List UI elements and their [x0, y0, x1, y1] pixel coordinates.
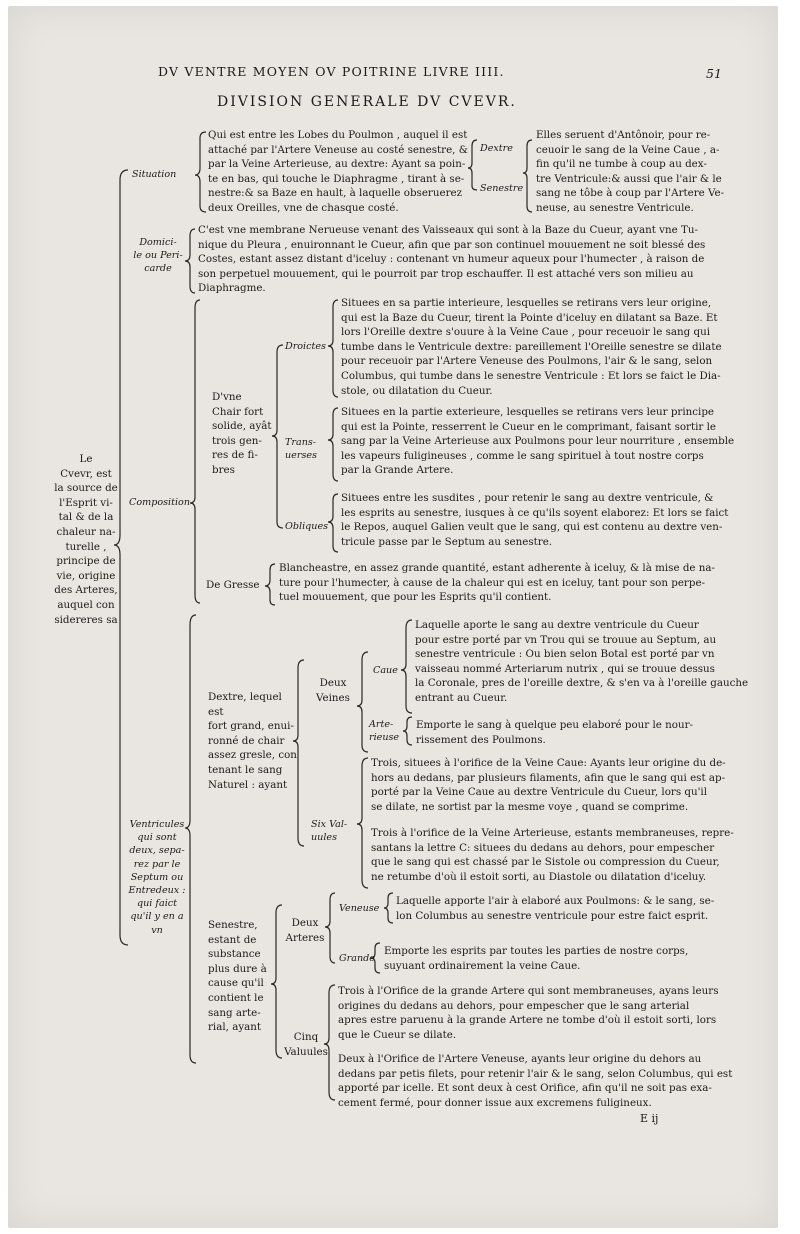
transuerses-label: Trans- uerses [285, 437, 317, 462]
signature-mark: E ij [640, 1112, 659, 1125]
dextre-oreille-label: Dextre [480, 143, 513, 154]
transuerses-text: Situees en la partie exterieure, lesquelles se retirans vers leur principe qui est la Pointe, resserrent le Cueur en le comprimant, faisant sortir le sang par la Veine Arterieuse aux Poulmons pour leur nourriture , ensemble les vapeurs fuligineuses , comme le sang spirituel à tout nostre corps par la Grande Artere. [341, 406, 735, 477]
obliques-label: Obliques [285, 521, 329, 532]
deux-veneuse-text: Deux à l'Orifice de l'Artere Veneuse, ayants leur origine du dehors au dedans par petis filets, pour retenir l'air & le sang, selon Columbus, qui est apporté par icelle. Et sont deux à cest Orifice, afin qu'il ne soit pas exa- cement fermé, pour donner issue aux excremens fuligineux. [338, 1053, 733, 1109]
caue-text: Laquelle aporte le sang au dextre ventricule du Cueur pour estre porté par vn Trou qui se trouue au Septum, au senestre ventricule : Ou bien selon Botal est porté par vn vaisseau nommé Arteriarum nutrix , qui se trouue dessus la Coronale, pres de l'oreille dextre, & s'en va à l'oreille gauche entrant au Cueur. [415, 619, 749, 704]
trois-caue-text: Trois, situees à l'orifice de la Veine Caue: Ayants leur origine du de- hors au dedans, par plusieurs filaments, afin que le sang qui est ap- porté par la Veine Caue au dextre Ventricule du Cueur, lors qu'il se dilate, ne sortist par la mesme voye , quand se comprime. [371, 757, 726, 813]
page-number: 51 [706, 66, 722, 81]
situation-text: Qui est entre les Lobes du Poulmon , auquel il est attaché par l'Artere Veneuse au costé senestre, & par la Veine Arterieuse, au dextre: Ayant sa poin- te en bas, qui touche le Diaphragme , tirant à se- nestre:& sa Baze en hault, à laquelle obseruerez deux Oreilles, vne de chasque costé. [208, 129, 468, 214]
droictes-label: Droictes [285, 341, 326, 352]
arterieuse-label: Arte- rieuse [369, 719, 400, 744]
trois-arterieuse-text: Trois à l'orifice de la Veine Arterieuse, estants membraneuses, repre- santans la lettre C: situees du dedans au dehors, pour empescher que le sang qui est chassé par le Sistole ou compression du Cueur, ne retumbe d'où il estoit sorti, au Diastole ou dilatation d'iceluy. [371, 827, 734, 883]
grande-text: Emporte les esprits par toutes les parties de nostre corps, suyuant ordinairement la veine Caue. [384, 945, 689, 972]
composition-label: Composition [129, 497, 191, 508]
arterieuse-text: Emporte le sang à quelque peu elaboré pour le nour- rissement des Poulmons. [416, 719, 694, 746]
domicile-text: C'est vne membrane Nerueuse venant des Vaisseaux qui sont à la Baze du Cueur, ayant vne Tu- nique du Pleura , enuironnant le Cueur, afin que par son continuel mouuement ne soit blessé des Costes, estant assez distant d'iceluy : contenant vn humeur aqueux pour l'humecter , à raison de son perpetuel mouuement, qui le pourroit par trop eschauffer. Il est attaché vers son milieu au Diaphragme. [198, 224, 706, 295]
root-label: Le Cvevr, est la source de l'Esprit vi- tal & de la chaleur na- turelle , principe de vie, origine des Arteres, auquel con sidereres sa [54, 453, 118, 626]
chair-fibres-label: D'vne Chair fort solide, ayât trois gen- res de fi- bres [212, 391, 272, 476]
veneuse-text: Laquelle apporte l'air à elaboré aux Poulmons: & le sang, se- lon Columbus au senestre ventricule pour estre faict esprit. [396, 895, 715, 922]
deux-veines-label: Deux Veines [316, 677, 350, 704]
division-title: DIVISION GENERALE DV CVEVR. [217, 94, 517, 110]
caue-label: Caue [373, 665, 398, 676]
situation-label: Situation [132, 169, 177, 180]
gresse-label: De Gresse [206, 579, 260, 591]
deux-arteres-label: Deux Arteres [285, 917, 325, 944]
running-title: DV VENTRE MOYEN OV POITRINE LIVRE IIII. [158, 64, 505, 79]
ventricule-dextre-label: Dextre, lequel est fort grand, enui- ronné de chair assez gresle, con tenant le sang Naturel : ayant [208, 691, 297, 791]
ventricule-senestre-label: Senestre, estant de substance plus dure à cause qu'il contient le sang arte- rial, ayant [208, 919, 267, 1034]
trois-grande-text: Trois à l'Orifice de la grande Artere qui sont membraneuses, ayans leurs origines du dedans au dehors, pour empescher que le sang arterial apres estre paruenu à la grande Artere ne tombe d'où il estoit sorti, lors que le Cueur se dilate. [338, 985, 719, 1041]
cinq-valuules-label: Cinq Valuules [284, 1031, 328, 1058]
obliques-text: Situees entre les susdites , pour retenir le sang au dextre ventricule, & les esprits au senestre, iusques à ce qu'ils soyent elaborez: Et lors se faict le Repos, auquel Galien veult que le sang, qui est contenu au dextre ven- tricule passe par le Septum au senestre. [341, 492, 729, 548]
grande-label: Grande [339, 953, 375, 964]
oreilles-text: Elles seruent d'Antônoir, pour re- ceuoir le sang de la Veine Caue , a- fin qu'il ne tumbe à coup au dex- tre Ventricule:& aussi que l'air & le sang ne tôbe à coup par l'Artere Ve- neuse, au senestre Ventricule. [536, 129, 725, 214]
ventricules-label: Ventricules qui sont deux, sepa- rez par le Septum ou Entredeux : qui faict qu'il y en a vn [128, 819, 186, 936]
six-valuules-label: Six Val- uules [311, 819, 348, 844]
domicile-label: Domici- le ou Peri- carde [133, 237, 183, 275]
droictes-text: Situees en sa partie interieure, lesquelles se retirans vers leur origine, qui est la Baze du Cueur, tirent la Pointe d'iceluy en dilatant sa Baze. Et lors l'Oreille dextre s'ouure à la Veine Caue , pour receuoir le sang qui tumbe dans le Ventricule dextre: pareillement l'Oreille senestre se dilate pour receuoir par l'Artere Veneuse des Poulmons, l'air & le sang, selon Columbus, qui tumbe dans le senestre Ventricule : Et lors se faict le Dia- stole, ou dilatation du Cueur. [341, 297, 722, 397]
gresse-text: Blancheastre, en assez grande quantité, estant adherente à iceluy, & là mise de na- ture pour l'humecter, à cause de la chaleur qui est en iceluy, tant pour son perpe- tuel mouuement, que pour les Esprits qu'il contient. [279, 562, 716, 604]
senestre-oreille-label: Senestre [480, 183, 524, 194]
veneuse-label: Veneuse [339, 903, 380, 914]
